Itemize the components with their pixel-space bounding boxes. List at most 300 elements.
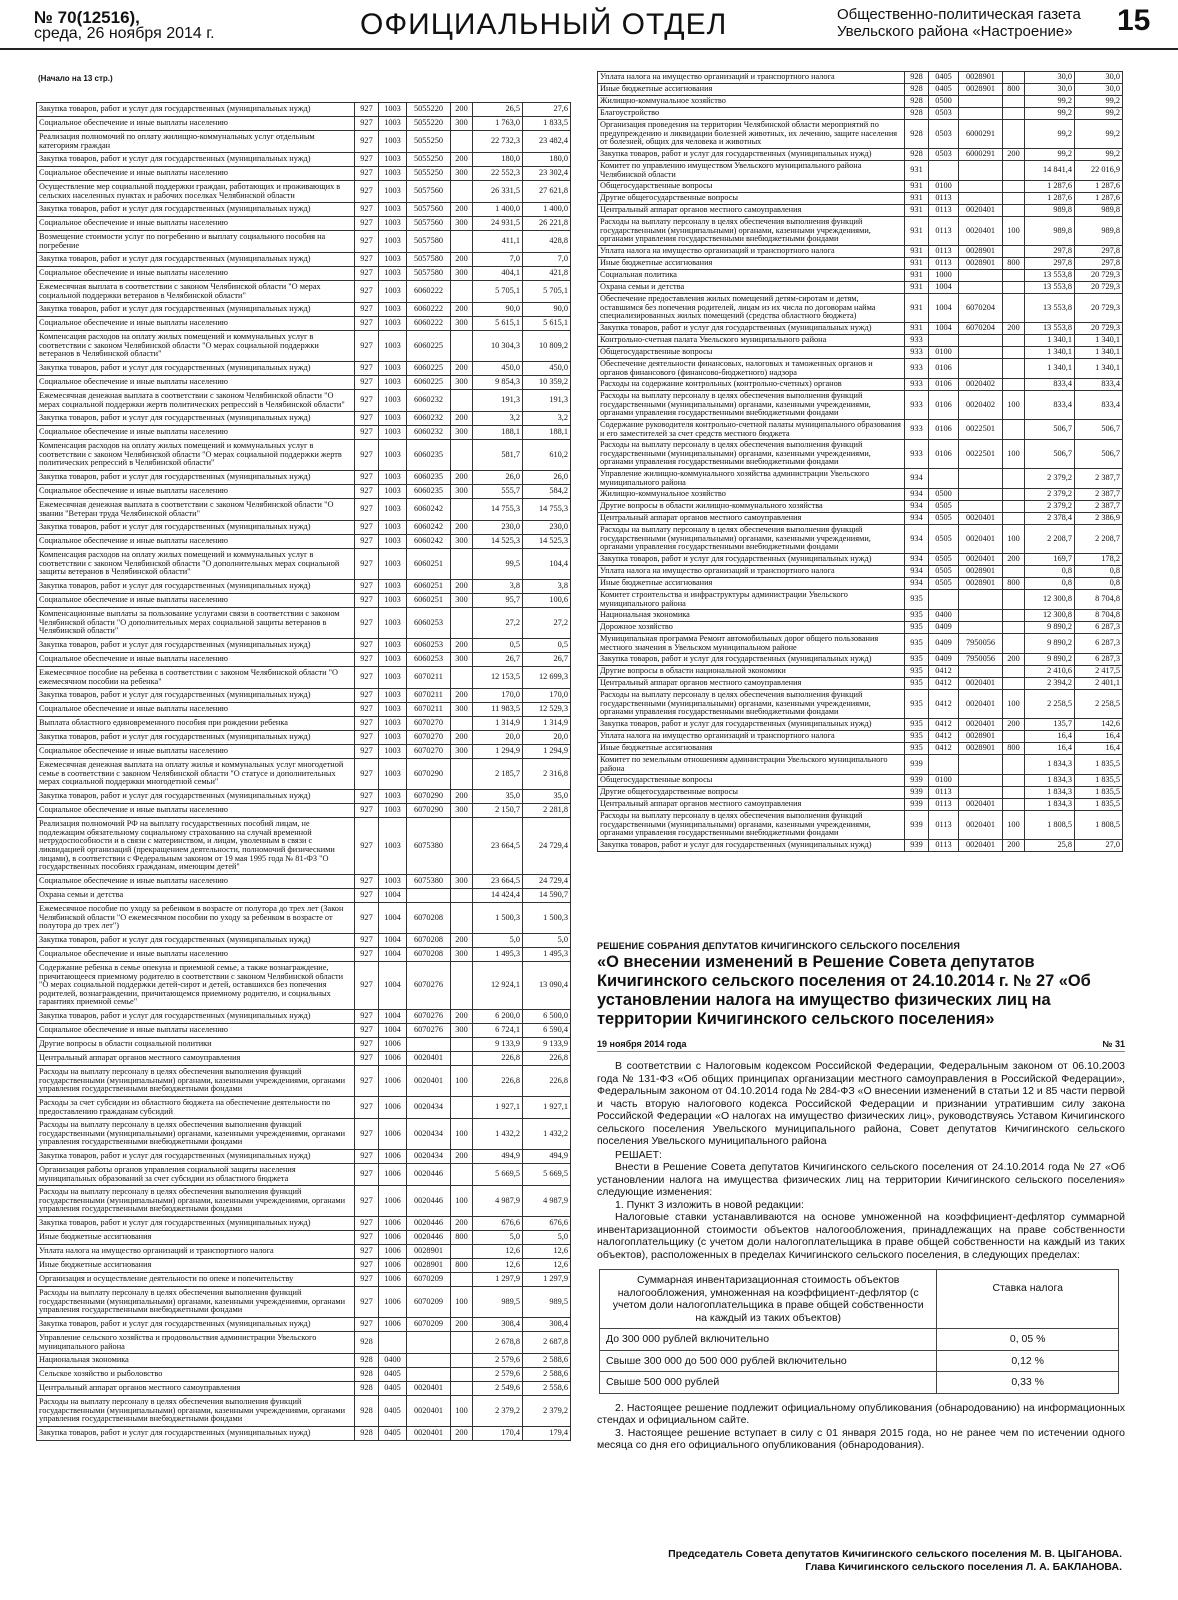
row-target-code: 6060235: [407, 440, 451, 471]
row-section-code: 1004: [379, 903, 407, 934]
row-section-code: 0405: [929, 84, 959, 96]
row-section-code: 0505: [929, 525, 959, 554]
row-target-code: 0028901: [959, 84, 1003, 96]
row-target-code: 0020401: [959, 525, 1003, 554]
row-expense-type: [451, 903, 473, 934]
row-expense-type: 200: [451, 521, 473, 535]
row-target-code: [959, 282, 1003, 294]
table-row: [37, 103, 571, 117]
row-amount-2016: 10 809,2: [523, 331, 571, 362]
row-admin-code: 927: [355, 790, 379, 804]
row-admin-code: 934: [905, 513, 929, 525]
row-expense-type: [1003, 420, 1025, 440]
row-admin-code: 933: [905, 347, 929, 359]
row-amount-2015: 555,7: [473, 485, 523, 499]
row-admin-code: 927: [355, 1259, 379, 1273]
row-section-code: [929, 755, 959, 775]
row-amount-2016: 584,2: [523, 485, 571, 499]
row-description: Социальное обеспечение и иные выплаты населению: [37, 703, 355, 717]
row-expense-type: [1003, 161, 1025, 181]
table-row: [598, 181, 1123, 193]
table-row: [37, 1217, 571, 1231]
row-target-code: [959, 359, 1003, 379]
table-row: [37, 594, 571, 608]
row-section-code: 1003: [379, 875, 407, 889]
table-row: [37, 1052, 571, 1066]
row-description: Управление сельского хозяйства и продовольствия администрации Увельского муниципального района: [37, 1332, 355, 1354]
row-amount-2016: 8 704,8: [1075, 590, 1123, 610]
row-description: Ежемесячная выплата в соответствии с законом Челябинской области "О мерах социальной поддержки ветеранов в Челябинской области": [37, 281, 355, 303]
row-amount-2015: 2 379,2: [1025, 501, 1075, 513]
table-row: [37, 1396, 571, 1427]
row-target-code: [959, 469, 1003, 489]
row-section-code: 0405: [379, 1396, 407, 1427]
row-amount-2015: 833,4: [1025, 379, 1075, 391]
row-amount-2016: 188,1: [523, 426, 571, 440]
row-expense-type: [451, 1368, 473, 1382]
table-row: [37, 731, 571, 745]
table-row: [37, 253, 571, 267]
row-description: Закупка товаров, работ и услуг для государственных (муниципальных нужд): [37, 362, 355, 376]
table-row: [37, 1066, 571, 1097]
row-amount-2015: 99,2: [1025, 96, 1075, 108]
row-amount-2016: 989,8: [1075, 217, 1123, 246]
row-description: Реализация полномочий РФ на выплату государственных пособий лицам, не подлежащим обязательному социальному страхованию на случай временной нетрудоспособности и в связи с материнством, и лицам, уволенным в связи с ликвидацией организаций (прекращением деятельности, полномочий физическими лицами), в соответствии с Федеральным законом от 19 мая 1995 года № 81-ФЗ "О государственных пособиях гражданам, имеющим детей": [37, 818, 355, 875]
row-target-code: 0020401: [959, 554, 1003, 566]
row-target-code: [959, 775, 1003, 787]
row-description: Центральный аппарат органов местного самоуправления: [598, 205, 905, 217]
row-admin-code: 927: [355, 535, 379, 549]
row-amount-2015: 23 664,5: [473, 818, 523, 875]
row-admin-code: 939: [905, 755, 929, 775]
row-admin-code: 934: [905, 554, 929, 566]
row-amount-2015: 226,8: [473, 1066, 523, 1097]
row-description: Благоустройство: [598, 108, 905, 120]
row-target-code: 6060222: [407, 281, 451, 303]
row-amount-2016: 5,0: [523, 1231, 571, 1245]
row-amount-2016: 1 340,1: [1075, 347, 1123, 359]
row-expense-type: [1003, 489, 1025, 501]
row-admin-code: 933: [905, 440, 929, 469]
row-description: Возмещение стоимости услуг по погребению и выплату социального пособия на погребение: [37, 231, 355, 253]
row-description: Уплата налога на имущество организаций и транспортного налога: [37, 1245, 355, 1259]
row-amount-2016: 12 699,3: [523, 667, 571, 689]
row-amount-2015: 2 579,6: [473, 1354, 523, 1368]
row-section-code: 0100: [929, 347, 959, 359]
row-description: Закупка товаров, работ и услуг для государственных (муниципальных нужд): [37, 689, 355, 703]
table-row: [37, 889, 571, 903]
row-expense-type: [1003, 108, 1025, 120]
table-row: [37, 499, 571, 521]
table-row: [598, 525, 1123, 554]
row-admin-code: 927: [355, 153, 379, 167]
row-expense-type: [1003, 72, 1025, 84]
row-target-code: 6070290: [407, 804, 451, 818]
row-amount-2016: 1 297,9: [523, 1273, 571, 1287]
row-amount-2015: 26 331,5: [473, 181, 523, 203]
table-row: [37, 745, 571, 759]
table-row: [37, 903, 571, 934]
row-description: Закупка товаров, работ и услуг для государственных (муниципальных нужд): [37, 934, 355, 948]
row-target-code: 0020401: [959, 719, 1003, 731]
row-amount-2016: 1 495,3: [523, 948, 571, 962]
row-section-code: 1003: [379, 181, 407, 203]
row-description: Другие общегосударственные вопросы: [598, 193, 905, 205]
row-description: Закупка товаров, работ и услуг для государственных (муниципальных нужд): [37, 521, 355, 535]
row-expense-type: [451, 1354, 473, 1368]
row-description: Реализация полномочий по оплату жилищно-коммунальных услуг отдельным категориям граждан: [37, 131, 355, 153]
table-row: [37, 818, 571, 875]
row-description: Социальное обеспечение и иные выплаты населению: [37, 485, 355, 499]
row-admin-code: 927: [355, 485, 379, 499]
row-amount-2016: 1 400,0: [523, 203, 571, 217]
row-section-code: 1004: [929, 282, 959, 294]
continued-note: (Начало на 13 стр.): [38, 74, 113, 83]
row-description: Расходы на выплату персоналу в целях обеспечения выполнения функций государственными (муниципальными) органами, казенными учреждениями, органами управления государственными внебюджетными фондами: [37, 1066, 355, 1097]
row-section-code: 0113: [929, 811, 959, 840]
row-target-code: 6060225: [407, 376, 451, 390]
row-amount-2016: 4 987,9: [523, 1186, 571, 1217]
row-expense-type: 300: [451, 317, 473, 331]
row-amount-2016: 1 314,9: [523, 717, 571, 731]
row-expense-type: [451, 1332, 473, 1354]
row-admin-code: 927: [355, 731, 379, 745]
row-admin-code: 928: [905, 96, 929, 108]
row-target-code: 6070276: [407, 962, 451, 1010]
row-expense-type: [451, 608, 473, 639]
row-amount-2016: 2 281,8: [523, 804, 571, 818]
row-target-code: 0020401: [959, 799, 1003, 811]
row-amount-2016: 27,2: [523, 608, 571, 639]
row-amount-2016: 3,2: [523, 412, 571, 426]
row-admin-code: 927: [355, 181, 379, 203]
row-section-code: 0503: [929, 149, 959, 161]
row-description: Ежемесячная денежная выплата в соответствии с законом Челябинской области "О мерах социальной поддержки жертв политических репрессий в Челябинской области": [37, 390, 355, 412]
row-admin-code: 933: [905, 359, 929, 379]
row-amount-2015: 0,8: [1025, 566, 1075, 578]
row-admin-code: 939: [905, 840, 929, 852]
row-section-code: 1003: [379, 759, 407, 790]
table-row: [37, 549, 571, 580]
row-section-code: 0106: [929, 359, 959, 379]
row-admin-code: 931: [905, 193, 929, 205]
row-amount-2016: 14 755,3: [523, 499, 571, 521]
row-target-code: 0020446: [407, 1231, 451, 1245]
issue-date: среда, 26 ноября 2014 г.: [34, 25, 215, 42]
row-amount-2015: 2 678,8: [473, 1332, 523, 1354]
row-amount-2016: 16,4: [1075, 743, 1123, 755]
table-row: [37, 521, 571, 535]
row-amount-2015: 180,0: [473, 153, 523, 167]
row-amount-2015: 2 379,2: [1025, 489, 1075, 501]
row-amount-2015: 1 500,3: [473, 903, 523, 934]
row-amount-2015: 191,3: [473, 390, 523, 412]
row-target-code: 0020402: [959, 379, 1003, 391]
row-section-code: 1004: [379, 934, 407, 948]
row-description: Центральный аппарат органов местного самоуправления: [598, 678, 905, 690]
row-target-code: 5055220: [407, 103, 451, 117]
row-admin-code: 927: [355, 203, 379, 217]
row-section-code: 0503: [929, 108, 959, 120]
row-target-code: 6070270: [407, 745, 451, 759]
row-amount-2016: 1 340,1: [1075, 359, 1123, 379]
row-expense-type: 200: [451, 1427, 473, 1441]
row-description: Жилищно-коммунальное хозяйство: [598, 489, 905, 501]
row-description: Управление жилищно-коммунального хозяйства администрации Увельского муниципального района: [598, 469, 905, 489]
row-section-code: 0113: [929, 787, 959, 799]
row-expense-type: [1003, 379, 1025, 391]
row-description: Ежемесячная денежная выплата в соответствии с законом Челябинской области "О звании "Ветеран труда Челябинской области": [37, 499, 355, 521]
row-target-code: 0020401: [959, 811, 1003, 840]
row-description: Охрана семьи и детства: [598, 282, 905, 294]
page-number: 15: [1117, 4, 1151, 37]
row-amount-2016: 2 401,1: [1075, 678, 1123, 690]
row-description: Ежемесячная денежная выплата на оплату жилья и коммунальных услуг многодетной семье в соответствии с законом Челябинской области "О статусе и дополнительных мерах социальной поддержки многодетной семьи": [37, 759, 355, 790]
table-row: [37, 667, 571, 689]
row-expense-type: 300: [451, 485, 473, 499]
tax-rate-row: [600, 1329, 1119, 1351]
row-expense-type: [451, 1097, 473, 1119]
row-amount-2015: 1 834,3: [1025, 755, 1075, 775]
row-description: Закупка товаров, работ и услуг для государственных (муниципальных нужд): [37, 253, 355, 267]
table-row: [598, 719, 1123, 731]
row-amount-2016: 230,0: [523, 521, 571, 535]
row-section-code: 1003: [379, 521, 407, 535]
table-row: [37, 790, 571, 804]
row-amount-2015: 9 133,9: [473, 1038, 523, 1052]
row-target-code: 6060242: [407, 521, 451, 535]
row-target-code: 0028901: [959, 246, 1003, 258]
row-target-code: 5057580: [407, 231, 451, 253]
row-section-code: 0405: [929, 72, 959, 84]
row-amount-2016: 26,0: [523, 471, 571, 485]
row-description: Закупка товаров, работ и услуг для государственных (муниципальных нужд): [598, 554, 905, 566]
row-amount-2016: 833,4: [1075, 379, 1123, 391]
table-row: [37, 1010, 571, 1024]
table-row: [598, 420, 1123, 440]
row-expense-type: [451, 131, 473, 153]
row-amount-2016: 2 588,6: [523, 1354, 571, 1368]
row-section-code: 1003: [379, 499, 407, 521]
row-expense-type: 100: [1003, 391, 1025, 420]
row-section-code: 1003: [379, 689, 407, 703]
row-amount-2016: 0,8: [1075, 566, 1123, 578]
row-amount-2015: 11 983,5: [473, 703, 523, 717]
row-section-code: [929, 335, 959, 347]
row-admin-code: 934: [905, 469, 929, 489]
row-target-code: 6060225: [407, 362, 451, 376]
row-admin-code: 927: [355, 580, 379, 594]
row-target-code: 6060242: [407, 535, 451, 549]
row-description: Дорожное хозяйство: [598, 622, 905, 634]
table-row: [598, 359, 1123, 379]
row-target-code: 6060222: [407, 317, 451, 331]
row-amount-2016: 226,8: [523, 1066, 571, 1097]
row-expense-type: 300: [451, 594, 473, 608]
row-section-code: 0405: [379, 1368, 407, 1382]
row-amount-2015: 13 553,8: [1025, 294, 1075, 323]
row-section-code: 0505: [929, 566, 959, 578]
table-row: [37, 153, 571, 167]
table-row: [37, 804, 571, 818]
row-expense-type: 300: [451, 217, 473, 231]
row-expense-type: 300: [451, 426, 473, 440]
row-admin-code: 927: [355, 1119, 379, 1150]
row-section-code: 1003: [379, 549, 407, 580]
row-target-code: 0028901: [407, 1259, 451, 1273]
masthead: [0, 0, 1178, 50]
row-amount-2015: 13 553,8: [1025, 282, 1075, 294]
row-amount-2015: 2 379,2: [1025, 469, 1075, 489]
row-target-code: 0020446: [407, 1186, 451, 1217]
table-row: [37, 426, 571, 440]
section-title: ОФИЦИАЛЬНЫЙ ОТДЕЛ: [360, 8, 728, 41]
row-admin-code: 927: [355, 103, 379, 117]
row-description: Расходы на выплату персоналу в целях обеспечения выполнения функций государственными (муниципальными) органами, казенными учреждениями, органами управления государственными внебюджетными фондами: [598, 217, 905, 246]
row-target-code: 6060251: [407, 594, 451, 608]
row-admin-code: 928: [905, 108, 929, 120]
row-amount-2016: 170,0: [523, 689, 571, 703]
row-amount-2015: 226,8: [473, 1052, 523, 1066]
row-amount-2015: 2 185,7: [473, 759, 523, 790]
row-expense-type: [451, 331, 473, 362]
row-admin-code: 928: [355, 1396, 379, 1427]
row-section-code: 1003: [379, 594, 407, 608]
row-description: Расходы на выплату персоналу в целях обеспечения выполнения функций государственными (муниципальными) органами, казенными учреждениями, органами управления государственными внебюджетными фондами: [598, 811, 905, 840]
row-admin-code: 933: [905, 379, 929, 391]
row-description: Расходы на выплату персоналу в целях обеспечения выполнения функций государственными (муниципальными) органами, казенными учреждениями, органами управления государственными внебюджетными фондами: [598, 690, 905, 719]
row-amount-2015: 5,0: [473, 1231, 523, 1245]
row-target-code: 5057580: [407, 253, 451, 267]
row-amount-2016: 24 729,4: [523, 818, 571, 875]
row-expense-type: 200: [451, 639, 473, 653]
row-description: Закупка товаров, работ и услуг для государственных (муниципальных нужд): [37, 203, 355, 217]
row-expense-type: 100: [451, 1066, 473, 1097]
row-section-code: 0505: [929, 513, 959, 525]
row-section-code: 1003: [379, 667, 407, 689]
row-admin-code: 928: [905, 72, 929, 84]
row-amount-2015: 2 394,2: [1025, 678, 1075, 690]
tax-rate-row: [600, 1372, 1119, 1394]
table-row: [37, 267, 571, 281]
table-row: [37, 303, 571, 317]
table-row: [37, 1382, 571, 1396]
table-row: [37, 948, 571, 962]
row-description: Закупка товаров, работ и услуг для государственных (муниципальных нужд): [598, 149, 905, 161]
row-amount-2016: 23 482,4: [523, 131, 571, 153]
row-expense-type: 200: [451, 153, 473, 167]
tax-rate-range: До 300 000 рублей включительно: [600, 1329, 937, 1351]
row-expense-type: 300: [451, 535, 473, 549]
table-row: [37, 1354, 571, 1368]
row-expense-type: [451, 759, 473, 790]
row-description: Социальное обеспечение и иные выплаты населению: [37, 167, 355, 181]
row-section-code: 0505: [929, 578, 959, 590]
row-section-code: 0405: [379, 1427, 407, 1441]
row-amount-2015: 4 987,9: [473, 1186, 523, 1217]
table-row: [37, 1427, 571, 1441]
table-row: [598, 440, 1123, 469]
row-section-code: 1003: [379, 390, 407, 412]
table-row: [37, 1150, 571, 1164]
row-admin-code: 934: [905, 489, 929, 501]
row-target-code: 0028901: [959, 258, 1003, 270]
row-target-code: 6070204: [959, 323, 1003, 335]
table-row: [598, 590, 1123, 610]
table-row: [598, 654, 1123, 666]
row-description: Закупка товаров, работ и услуг для государственных (муниципальных нужд): [37, 731, 355, 745]
row-section-code: 1003: [379, 485, 407, 499]
row-admin-code: 927: [355, 594, 379, 608]
row-amount-2016: 5 705,1: [523, 281, 571, 303]
row-amount-2016: 12 529,3: [523, 703, 571, 717]
row-amount-2015: 1 340,1: [1025, 347, 1075, 359]
row-admin-code: 927: [355, 717, 379, 731]
row-target-code: 7950056: [959, 654, 1003, 666]
row-description: Ежемесячное пособие на ребенка в соответствии с законом Челябинской области "О ежемесячном пособии на ребенка": [37, 667, 355, 689]
row-amount-2016: 2 687,8: [523, 1332, 571, 1354]
row-description: Расходы на выплату персоналу в целях обеспечения выполнения функций государственными (муниципальными) органами, казенными учреждениями, органами управления государственными внебюджетными фондами: [37, 1396, 355, 1427]
row-admin-code: 935: [905, 634, 929, 654]
row-target-code: [959, 755, 1003, 775]
row-amount-2015: 1 400,0: [473, 203, 523, 217]
row-expense-type: 200: [1003, 554, 1025, 566]
row-amount-2015: 6 724,1: [473, 1024, 523, 1038]
row-section-code: [929, 161, 959, 181]
row-section-code: 0409: [929, 634, 959, 654]
row-amount-2015: 170,4: [473, 1427, 523, 1441]
row-expense-type: 800: [1003, 743, 1025, 755]
table-row: [37, 362, 571, 376]
row-admin-code: 927: [355, 471, 379, 485]
row-description: Социальное обеспечение и иные выплаты населению: [37, 117, 355, 131]
row-description: Социальное обеспечение и иные выплаты населению: [37, 217, 355, 231]
row-amount-2016: 27 621,8: [523, 181, 571, 203]
row-expense-type: 300: [451, 167, 473, 181]
row-target-code: 6060251: [407, 580, 451, 594]
row-expense-type: 300: [451, 948, 473, 962]
row-description: Расходы на выплату персоналу в целях обеспечения выполнения функций государственными (муниципальными) органами, казенными учреждениями, органами управления государственными внебюджетными фондами: [37, 1119, 355, 1150]
row-section-code: 0412: [929, 743, 959, 755]
row-amount-2016: 2 588,6: [523, 1368, 571, 1382]
table-row: [37, 1287, 571, 1318]
row-target-code: 6060253: [407, 653, 451, 667]
row-section-code: 0400: [379, 1354, 407, 1368]
row-description: Иные бюджетные ассигнования: [37, 1259, 355, 1273]
row-amount-2015: 5 669,5: [473, 1164, 523, 1186]
row-expense-type: 300: [451, 745, 473, 759]
row-amount-2016: 13 090,4: [523, 962, 571, 1010]
row-expense-type: [1003, 205, 1025, 217]
row-expense-type: 200: [451, 412, 473, 426]
row-admin-code: 927: [355, 331, 379, 362]
table-row: [598, 811, 1123, 840]
row-description: Центральный аппарат органов местного самоуправления: [598, 513, 905, 525]
row-admin-code: 931: [905, 181, 929, 193]
row-admin-code: 928: [355, 1368, 379, 1382]
row-target-code: 0028901: [959, 743, 1003, 755]
row-amount-2015: 1 432,2: [473, 1119, 523, 1150]
row-admin-code: 934: [905, 525, 929, 554]
row-target-code: [959, 347, 1003, 359]
decision-intro: Внести в Решение Совета депутатов Кичигинского сельского поселения от 24.10.2014 года № 27 «Об установлении налога на имущества физических лиц на территории Кичигинского сельского поселения» следующие изменения:: [597, 1161, 1125, 1198]
row-target-code: 6075380: [407, 818, 451, 875]
row-target-code: 6070276: [407, 1024, 451, 1038]
row-description: Социальное обеспечение и иные выплаты населению: [37, 535, 355, 549]
row-amount-2016: 6 287,3: [1075, 634, 1123, 654]
decision-item-1-text: Налоговые ставки устанавливаются на основе умноженной на коэффициент-дефлятор суммарной инвентаризационной стоимости объектов налогообложения, принадлежащих на праве собственности налогоплательщику (с учетом доли налогоплательщика в праве общей собственности на каждый из таких объектов), расположенных в пределах Кичигинского сельского поселения, в следующих пределах:: [597, 1211, 1125, 1261]
row-section-code: 1003: [379, 731, 407, 745]
